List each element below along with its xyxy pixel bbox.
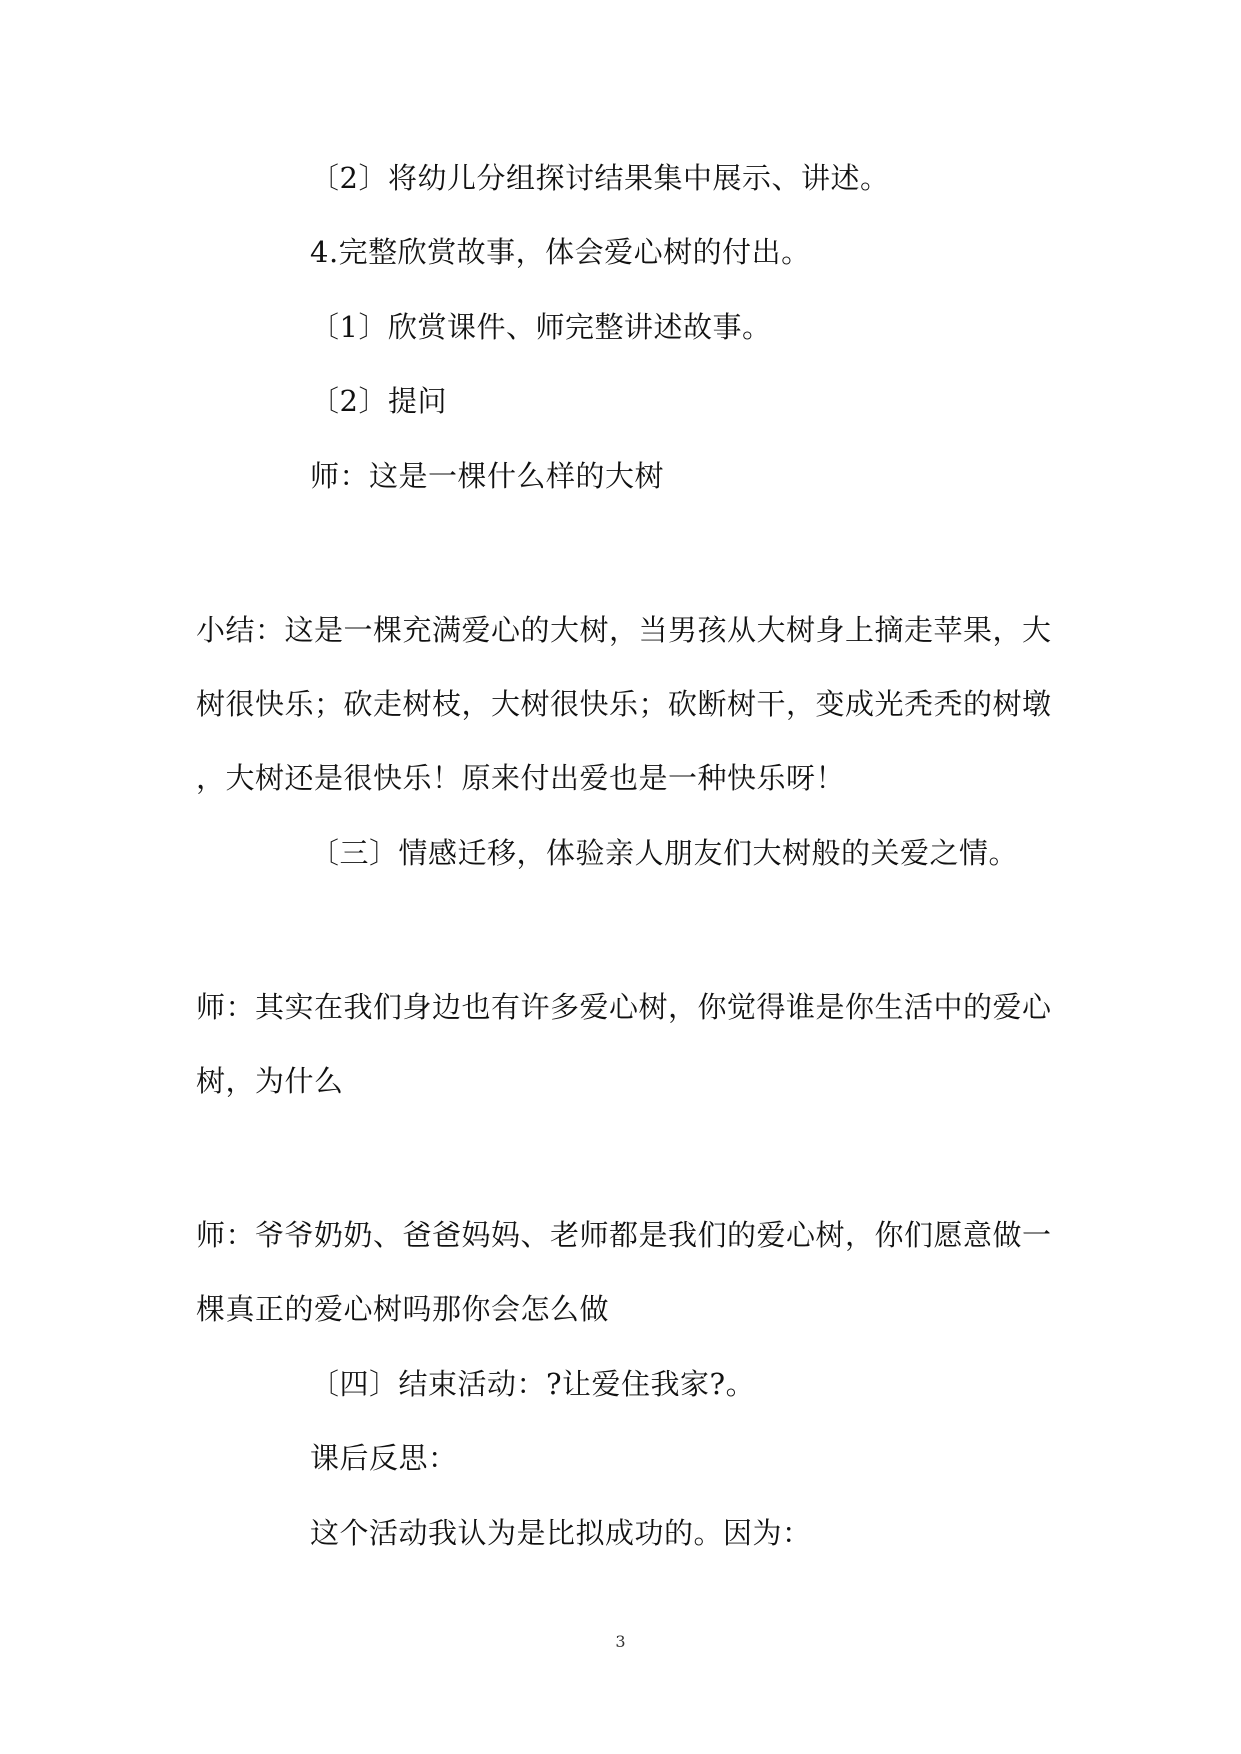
paragraph-line: 师：这是一棵什么样的大树 — [310, 459, 665, 493]
paragraph-line: 〔2〕将幼儿分组探讨结果集中展示、讲述。 — [310, 161, 890, 195]
section-heading: 〔四〕结束活动：?让爱住我家?。 — [310, 1367, 756, 1401]
paragraph-line: 4.完整欣赏故事，体会爱心树的付出。 — [310, 235, 811, 269]
paragraph-line: 师：其实在我们身边也有许多爱心树，你觉得谁是你生活中的爱心 — [196, 990, 1052, 1024]
paragraph-line: 这个活动我认为是比拟成功的。因为： — [310, 1516, 812, 1550]
paragraph-line: 课后反思： — [310, 1441, 458, 1475]
paragraph-line: ，大树还是很快乐！原来付出爱也是一种快乐呀！ — [196, 761, 846, 795]
section-heading: 〔三〕情感迁移，体验亲人朋友们大树般的关爱之情。 — [310, 836, 1019, 870]
paragraph-line: 小结：这是一棵充满爱心的大树，当男孩从大树身上摘走苹果，大 — [196, 613, 1052, 647]
page-number: 3 — [615, 1632, 626, 1651]
paragraph-line: 〔2〕提问 — [310, 384, 447, 418]
paragraph-line: 〔1〕欣赏课件、师完整讲述故事。 — [310, 310, 772, 344]
paragraph-line: 树，为什么 — [196, 1064, 344, 1098]
paragraph-line: 棵真正的爱心树吗那你会怎么做 — [196, 1292, 610, 1326]
paragraph-line: 师：爷爷奶奶、爸爸妈妈、老师都是我们的爱心树，你们愿意做一 — [196, 1218, 1052, 1252]
paragraph-line: 树很快乐；砍走树枝，大树很快乐；砍断树干，变成光秃秃的树墩 — [196, 687, 1052, 721]
